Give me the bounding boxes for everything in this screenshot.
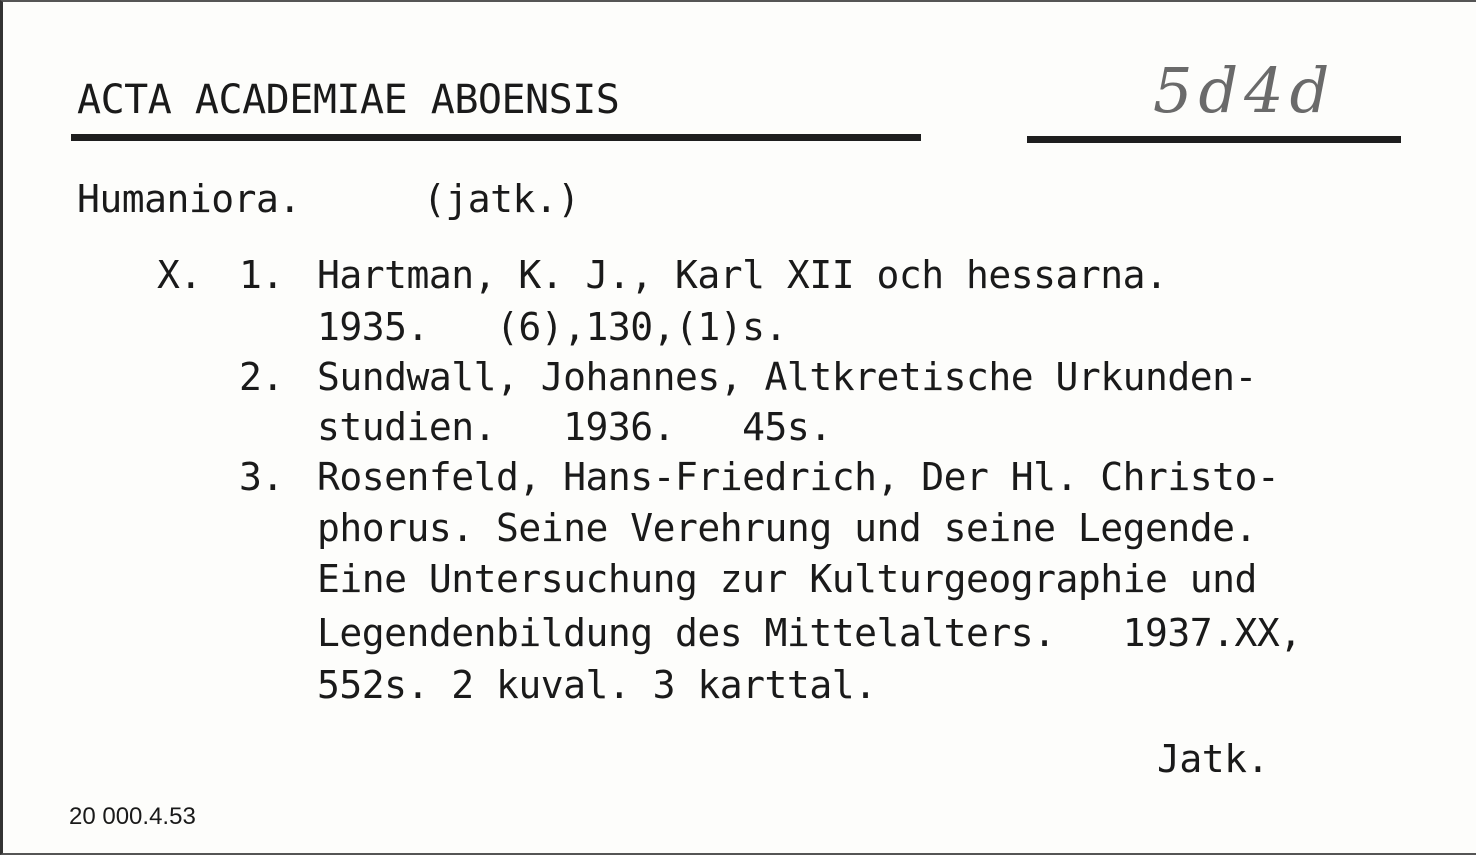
print-code: 20 000.4.53 [69, 803, 196, 830]
title-underline [71, 134, 921, 141]
continuation-note: Jatk. [1157, 737, 1269, 781]
entry-line: phorus. Seine Verehrung und seine Legende. [317, 506, 1257, 550]
continued-marker: (jatk.) [423, 177, 580, 221]
entry-line: Rosenfeld, Hans-Friedrich, Der Hl. Christo- [317, 455, 1280, 499]
section-heading: Humaniora. [77, 177, 301, 221]
entry-number: 2. [239, 355, 284, 399]
entry-line: Legendenbildung des Mittelalters. 1937.XX, [317, 611, 1302, 655]
entry-line: 552s. 2 kuval. 3 karttal. [317, 663, 877, 707]
entry-number: 3. [239, 455, 284, 499]
entry-line: Sundwall, Johannes, Altkretische Urkunden- [317, 355, 1257, 399]
series-title: ACTA ACADEMIAE ABOENSIS [77, 77, 620, 123]
volume-number: X. [157, 253, 202, 297]
entry-line: Eine Untersuchung zur Kulturgeographie und [317, 557, 1257, 601]
handwritten-call-number: 5d4d [1153, 54, 1336, 127]
entry-line: 1935. (6),130,(1)s. [317, 305, 787, 349]
entry-number: 1. [239, 253, 284, 297]
entry-line: Hartman, K. J., Karl XII och hessarna. [317, 253, 1168, 297]
call-number-underline [1027, 136, 1401, 143]
entry-line: studien. 1936. 45s. [317, 405, 832, 449]
